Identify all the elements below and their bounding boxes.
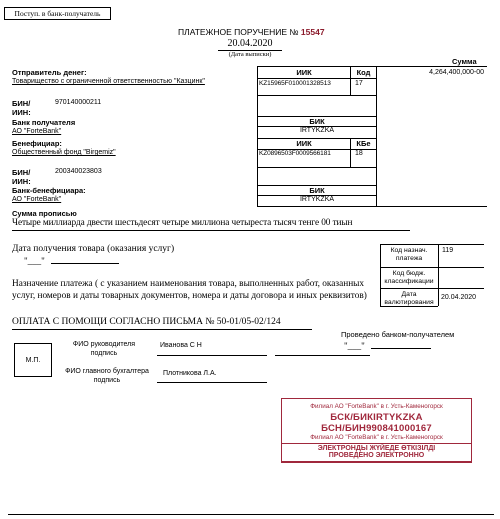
value-date: 20.04.2020 [441,294,477,301]
bottom-rule [8,514,494,515]
value-date-label: Дата валютирования [384,291,434,306]
date-caption: (Дата выписки) [228,51,272,58]
bik-label: БИК [309,186,325,195]
stamp-status-box [281,443,472,463]
grid-line [257,95,376,96]
beneficiary-bin: 200340023803 [55,168,102,175]
sender-name: Товарищество с ограниченной ответственностью "Казцинк" [12,78,205,85]
grid-line [438,244,439,306]
beneficiary-kbe: 18 [355,150,363,157]
bin-label: БИН/ [12,168,31,177]
iin-label: ИИН: [12,108,31,117]
purpose-text: ОПЛАТА С ПОМОЩИ СОГЛАСНО ПИСЬМА № 50-01/05-02/124 [12,317,281,327]
bin-label: БИН/ [12,99,31,108]
grid-line [380,288,484,289]
head-sign-label: ФИО руководителя подпись [72,341,136,357]
receiver-bank-label: Банк получателя [12,118,76,127]
stamp-bik-line: БСК/БИКIRTYKZKA [330,412,423,423]
bank-stamp [281,398,472,462]
receiver-bank-bik: IRTYKZKA [299,127,335,134]
accountant-sign-line [157,382,267,383]
goods-date-label: Дата получения товара (оказания услуг) [12,244,175,254]
iik-label: ИИК [296,139,312,148]
goods-date-blank [24,256,119,266]
sum-words: Четыре миллиарда двести шестьдесят четыре миллиона четыреста тысяч тенге 00 тиын [12,218,353,228]
purpose-label: Назначение платежа ( с указанием наименования товара, выполненных работ, оказанных услуг, номеров и даты товарных документов, номера и даты договора и иных реквизитов) [12,279,367,301]
grid-line [376,66,377,206]
sum-words-label: Сумма прописью [12,209,77,218]
sum-header: Сумма [452,57,477,66]
accountant-name: Плотникова Л.А. [163,370,217,377]
sender-label: Отправитель денег: [12,68,87,77]
sender-iik: KZ15965F010001328513 [259,80,331,87]
iik-label: ИИК [296,68,312,77]
stamp-place: М.П. [14,343,52,377]
kbe-label: КБе [356,139,371,148]
code-label: Код [356,68,371,77]
beneficiary-name: Общественный фонд "Birgemiz" [12,149,116,156]
bin-iin-label [12,99,31,117]
title-prefix: ПЛАТЕЖНОЕ ПОРУЧЕНИЕ № [178,27,299,37]
beneficiary-bank-bik: IRTYKZKA [299,196,335,203]
stamp-branch-line: Филиал АО "ForteBank" в г. Усть-Каменогорск [310,403,443,410]
stamp-bin-line: БСН/БИН990841000167 [321,423,432,434]
processed-label: Проведено банком-получателем [341,330,455,339]
stamp-status-kz: ЭЛЕКТРОНДЫ ЖҮЙЕДЕ ӨТКІЗІЛДІ [317,445,436,452]
bin-iin-label [12,168,31,186]
purpose-underline [12,329,312,330]
head-sign-line-2 [275,355,370,356]
quote-blank: "___" [24,256,45,266]
sender-bin: 970140000211 [55,99,102,106]
iin-label: ИИН: [12,177,31,186]
purpose-code-label: Код назнач. платежа [390,247,428,262]
grid-line [380,244,484,245]
grid-line [257,78,376,79]
order-number: 15547 [300,27,325,37]
grid-line [380,267,484,268]
order-date: 20.04.2020 [227,38,273,49]
sender-code: 17 [355,80,363,87]
purpose-code: 119 [442,247,454,254]
receiver-bank-name: АО "ForteBank" [12,128,62,135]
page-title [178,27,325,37]
beneficiary-iik: KZ0896503F0009566181 [259,150,331,157]
beneficiary-label: Бенефициар: [12,139,62,148]
amount: 4,264,400,000-00 [429,69,484,76]
processed-date-blank [344,341,431,351]
bik-label: БИК [309,117,325,126]
budget-code-label: Код бюдж. классификации [384,270,434,285]
stamp-status-ru: ПРОВЕДЕНО ЭЛЕКТРОННО [328,452,425,459]
grid-line [257,66,487,67]
beneficiary-bank-label: Банк-бенефициара: [12,186,86,195]
head-name: Иванова С Н [160,342,202,349]
accountant-sign-label: ФИО главного бухгалтера подпись [65,368,149,384]
head-sign-line [157,355,267,356]
stamp-branch-line: Филиал АО "ForteBank" в г. Усть-Каменогорск [310,434,443,441]
received-badge: Поступ. в банк-получатель [4,7,111,20]
quote-blank: "___" [344,341,365,351]
sum-words-underline [12,230,410,231]
grid-line [257,167,376,168]
grid-line [257,206,487,207]
beneficiary-bank-name: АО "ForteBank" [12,196,62,203]
